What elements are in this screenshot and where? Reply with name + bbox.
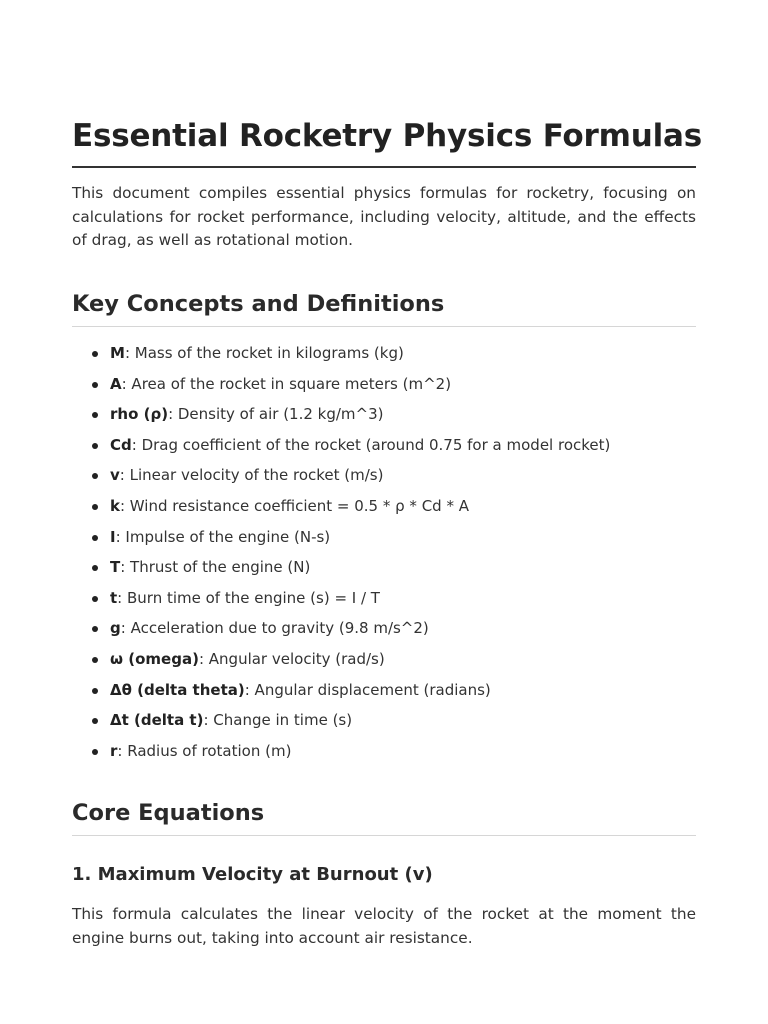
bullet-icon <box>92 565 98 571</box>
definition-term: k <box>110 496 120 515</box>
max-velocity-heading: 1. Maximum Velocity at Burnout (v) <box>72 864 433 885</box>
definition-item <box>92 340 692 371</box>
definition-item <box>92 524 692 555</box>
definition-term: T <box>110 558 121 577</box>
definition-term: I <box>110 527 116 546</box>
bullet-icon <box>92 443 98 449</box>
definition-item <box>92 738 692 769</box>
definitions-list <box>92 340 692 768</box>
core-equations-divider <box>72 835 696 836</box>
definition-description: : Impulse of the engine (N-s) <box>115 527 331 546</box>
bullet-icon <box>92 473 98 479</box>
definition-term: Δθ (delta theta) <box>110 680 245 699</box>
definition-description: : Density of air (1.2 kg/m^3) <box>168 405 384 424</box>
bullet-icon <box>92 626 98 632</box>
key-concepts-divider <box>72 326 696 327</box>
definition-description: : Angular velocity (rad/s) <box>198 649 385 668</box>
definition-term: g <box>110 619 121 638</box>
definition-item <box>92 462 692 493</box>
definition-term: r <box>110 741 118 760</box>
definition-item <box>92 554 692 585</box>
definition-term: Cd <box>110 435 132 454</box>
definition-description: : Wind resistance coefficient = 0.5 * ρ * Cd * A <box>119 496 469 515</box>
core-equations-heading: Core Equations <box>72 800 265 826</box>
bullet-icon <box>92 657 98 663</box>
bullet-icon <box>92 688 98 694</box>
definition-term: A <box>110 374 122 393</box>
definition-description: : Mass of the rocket in kilograms (kg) <box>124 344 404 362</box>
definition-term: Δt (delta t) <box>110 711 204 730</box>
definition-description: : Linear velocity of the rocket (m/s) <box>119 466 384 485</box>
definition-item <box>92 646 692 677</box>
definition-item <box>92 615 692 646</box>
definition-item <box>92 493 692 524</box>
bullet-icon <box>92 535 98 541</box>
key-concepts-heading: Key Concepts and Definitions <box>72 291 445 317</box>
definition-description: : Change in time (s) <box>203 711 353 730</box>
bullet-icon <box>92 596 98 602</box>
definition-description: : Radius of rotation (m) <box>117 741 292 760</box>
max-velocity-description: This formula calculates the linear velocity of the rocket at the moment the engine burns out, taking into account air resistance. <box>72 905 696 947</box>
definition-description: : Thrust of the engine (N) <box>120 558 311 577</box>
bullet-icon <box>92 412 98 418</box>
definition-term: ω (omega) <box>110 649 199 668</box>
document-title: Essential Rocketry Physics Formulas <box>72 118 702 154</box>
definition-term: M <box>110 344 125 362</box>
title-divider <box>72 166 696 168</box>
definition-term: t <box>110 588 118 607</box>
definition-description: : Burn time of the engine (s) = I / T <box>117 588 380 607</box>
definition-description: : Acceleration due to gravity (9.8 m/s^2) <box>120 619 429 638</box>
definition-item <box>92 707 692 738</box>
definition-term: v <box>110 466 120 485</box>
definition-item <box>92 432 692 463</box>
bullet-icon <box>92 382 98 388</box>
definition-description: : Angular displacement (radians) <box>244 680 491 699</box>
definition-item <box>92 585 692 616</box>
definition-item <box>92 677 692 708</box>
definition-item <box>92 401 692 432</box>
definition-description: : Drag coefficient of the rocket (around 0.75 for a model rocket) <box>131 435 611 454</box>
definition-term: rho (ρ) <box>110 405 169 424</box>
bullet-icon <box>92 749 98 755</box>
bullet-icon <box>92 351 98 357</box>
bullet-icon <box>92 504 98 510</box>
definition-item <box>92 371 692 402</box>
definition-description: : Area of the rocket in square meters (m^2) <box>121 374 452 393</box>
intro-paragraph: This document compiles essential physics formulas for rocketry, focusing on calculations for rocket performance, including velocity, altitude, and the effects of drag, as well as rotational motion. <box>72 184 696 249</box>
bullet-icon <box>92 718 98 724</box>
